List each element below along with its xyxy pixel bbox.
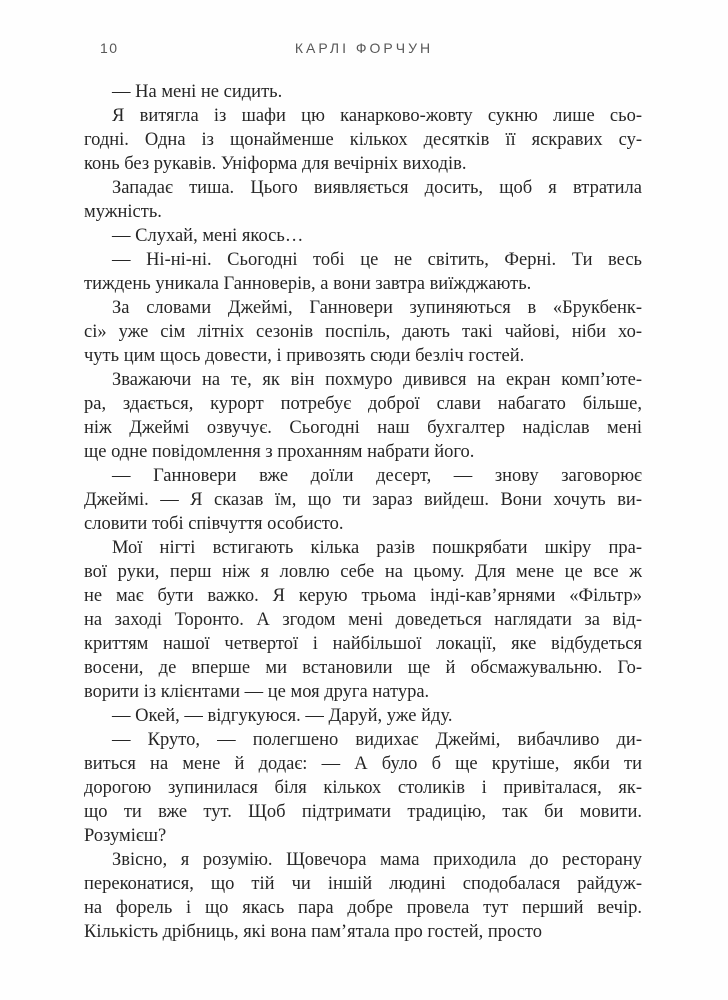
text-line: Мої нігті встигають кілька разів пошкрябати шкіру пра- <box>112 538 642 558</box>
text-line: Звісно, я розумію. Щовечора мама приходила до ресторану <box>112 850 642 870</box>
text-line: Розумієш? <box>84 826 167 846</box>
text-line: тиждень уникала Ганноверів, а вони завтра виїжджають. <box>84 274 532 294</box>
text-line: дорогою зупинилася біля кількох столиків і привіталася, як- <box>84 778 642 798</box>
text-line: — Ні-ні-ні. Сьогодні тобі це не світить, Ферні. Ти весь <box>112 250 642 270</box>
text-line: Западає тиша. Цього виявляється досить, щоб я втратила <box>112 178 642 198</box>
text-block <box>84 80 642 944</box>
paragraph <box>84 104 642 176</box>
paragraph <box>84 80 642 104</box>
text-line: — На мені не сидить. <box>112 82 283 102</box>
text-line: сі» уже сім літніх сезонів поспіль, дають такі чайові, ніби хо- <box>84 322 642 342</box>
text-line: Я витягла із шафи цю канарково-жовту сукню лише сьо- <box>112 106 642 126</box>
text-line: ніж Джеймі озвучує. Сьогодні наш бухгалтер надіслав мені <box>84 418 642 438</box>
paragraph <box>84 848 642 944</box>
text-line: виться на мене й додає: — А було б ще крутіше, якби ти <box>84 754 642 774</box>
text-line: ще одне повідомлення з проханням набрати його. <box>84 442 475 462</box>
text-line: на форель і що якась пара добре провела тут перший вечір. <box>84 898 642 918</box>
text-line: на заході Торонто. А згодом мені доведеться наглядати за від- <box>84 610 642 630</box>
text-line: не має бути важко. Я керую трьома інді-кав’ярнями «Фільтр» <box>84 586 642 606</box>
paragraph <box>84 464 642 536</box>
paragraph <box>84 296 642 368</box>
text-line: — Круто, — полегшено видихає Джеймі, вибачливо ди- <box>112 730 642 750</box>
paragraph <box>84 248 642 296</box>
text-line: словити тобі співчуття особисто. <box>84 514 344 534</box>
paragraph <box>84 536 642 704</box>
text-line: За словами Джеймі, Ганновери зупиняються в «Брукбенк- <box>112 298 642 318</box>
text-line: вої руки, перш ніж я ловлю себе на цьому. Для мене це все ж <box>84 562 642 582</box>
text-line: чуть цим щось довести, і привозять сюди безліч гостей. <box>84 346 525 366</box>
text-line: мужність. <box>84 202 162 222</box>
text-line: Джеймі. — Я сказав їм, що ти зараз вийдеш. Вони хочуть ви- <box>84 490 642 510</box>
text-line: ворити із клієнтами — це моя друга натура. <box>84 682 430 702</box>
paragraph <box>84 704 642 728</box>
paragraph <box>84 224 642 248</box>
text-line: Кількість дрібниць, які вона пам’ятала про гостей, просто <box>84 922 543 942</box>
text-line: переконатися, що тій чи іншій людині сподобалася райдуж- <box>84 874 642 894</box>
paragraph <box>84 728 642 848</box>
text-line: годні. Одна із щонайменше кількох десятків її яскравих су- <box>84 130 642 150</box>
paragraph <box>84 368 642 464</box>
text-line: — Окей, — відгукуюся. — Даруй, уже йду. <box>112 706 453 726</box>
running-header <box>0 40 728 60</box>
paragraph <box>84 176 642 224</box>
text-line: конь без рукавів. Уніформа для вечірніх виходів. <box>84 154 467 174</box>
text-line: — Ганновери вже доїли десерт, — знову заговорює <box>112 466 642 486</box>
page-number: 10 <box>100 40 119 56</box>
text-line: ра, здається, курорт потребує доброї слави набагато більше, <box>84 394 642 414</box>
text-line: що ти вже тут. Щоб підтримати традицію, так би мовити. <box>84 802 642 822</box>
text-line: криттям нашої четвертої і найбільшої локації, яке відбудеться <box>84 634 642 654</box>
text-line: Зважаючи на те, як він похмуро дивився на екран комп’юте- <box>112 370 642 390</box>
running-header-title: КАРЛІ ФОРЧУН <box>294 40 434 56</box>
text-line: восени, де вперше ми встановили ще й обсмажувальню. Го- <box>84 658 642 678</box>
text-line: — Слухай, мені якось… <box>112 226 304 246</box>
